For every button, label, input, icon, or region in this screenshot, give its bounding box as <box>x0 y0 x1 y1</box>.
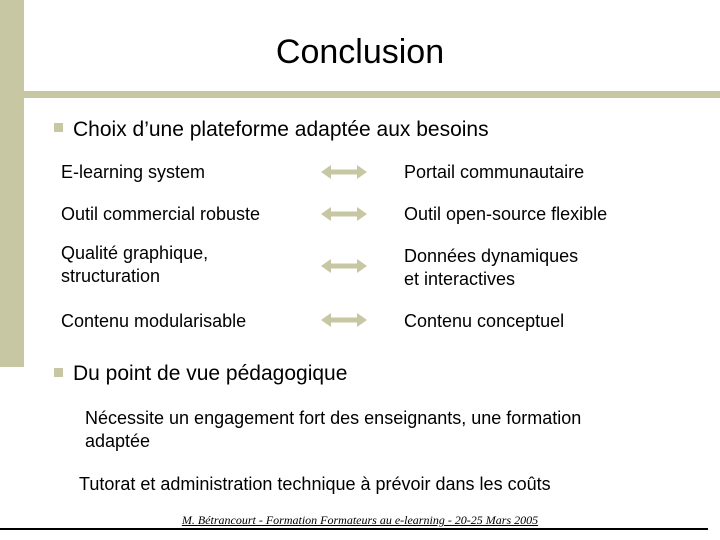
comparison-right-3: Données dynamiques et interactives <box>404 246 579 289</box>
section-heading-platform: Choix d’une plateforme adaptée aux besoins <box>73 118 489 141</box>
comparison-right-2: Outil open-source flexible <box>404 204 608 224</box>
comparison-left-1: E-learning system <box>61 162 206 182</box>
bullet-engagement: Nécessite un engagement fort des enseignants, une formation adaptée <box>85 408 582 451</box>
double-arrow-icon <box>321 207 367 221</box>
footer-credit-text: M. Bétrancourt - Formation Formateurs au e-learning - 20-25 Mars 2005 <box>181 513 539 527</box>
comparison-left-3: Qualité graphique, structuration <box>61 243 209 286</box>
comparison-right-4: Contenu conceptuel <box>404 311 565 331</box>
double-arrow-icon <box>321 259 367 273</box>
square-bullet-icon <box>54 368 63 377</box>
square-bullet-icon <box>54 123 63 132</box>
slide-title: Conclusion <box>275 33 445 71</box>
comparison-left-4: Contenu modularisable <box>61 311 247 331</box>
comparison-left-2: Outil commercial robuste <box>61 204 261 224</box>
comparison-right-1: Portail communautaire <box>404 162 585 182</box>
bullet-tutorat: Tutorat et administration technique à prévoir dans les coûts <box>79 474 551 494</box>
footer-credit <box>0 513 720 528</box>
double-arrow-icon <box>321 313 367 327</box>
double-arrow-icon <box>321 165 367 179</box>
footer-rule <box>0 528 708 530</box>
section-heading-pedagogy: Du point de vue pédagogique <box>73 362 348 385</box>
decorative-title-rule <box>24 91 720 98</box>
